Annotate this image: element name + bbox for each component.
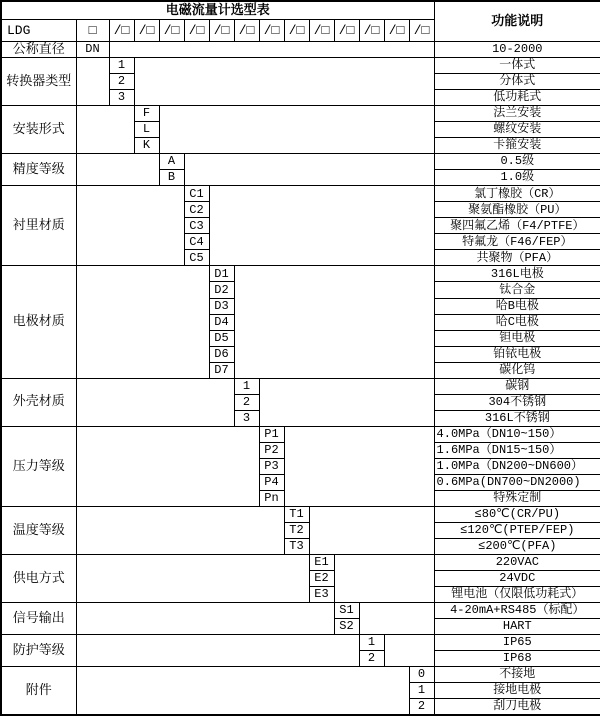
code-cell: 2 bbox=[109, 74, 134, 90]
code-cell: B bbox=[159, 170, 184, 186]
spacer-cell bbox=[76, 603, 334, 635]
code-cell: 1 bbox=[234, 378, 259, 394]
code-cell: C2 bbox=[184, 202, 209, 218]
desc-cell: 螺纹安装 bbox=[434, 122, 600, 138]
desc-cell: 钽电极 bbox=[434, 330, 600, 346]
code-cell: 1 bbox=[109, 58, 134, 74]
code-cell: S2 bbox=[334, 619, 359, 635]
desc-cell: 卡箍安装 bbox=[434, 138, 600, 154]
desc-cell: 接地电极 bbox=[434, 683, 600, 699]
model-code-slot: /□ bbox=[134, 20, 159, 42]
desc-cell: 锂电池（仅限低功耗式） bbox=[434, 587, 600, 603]
desc-cell: 碳化钨 bbox=[434, 362, 600, 378]
spacer-cell bbox=[159, 106, 434, 154]
spacer-cell bbox=[76, 266, 209, 378]
desc-cell: 特氟龙（F46/FEP） bbox=[434, 234, 600, 250]
spacer-cell bbox=[76, 635, 359, 667]
spacer-cell bbox=[76, 186, 184, 266]
desc-cell: 哈B电极 bbox=[434, 298, 600, 314]
code-cell: 0 bbox=[409, 667, 434, 683]
desc-cell: 聚四氟乙烯（F4/PTFE） bbox=[434, 218, 600, 234]
desc-cell: 1.0级 bbox=[434, 170, 600, 186]
model-code-slot: /□ bbox=[159, 20, 184, 42]
model-code-slot: /□ bbox=[334, 20, 359, 42]
section-label: 附件 bbox=[1, 667, 76, 715]
model-code-slot: /□ bbox=[184, 20, 209, 42]
desc-cell: 一体式 bbox=[434, 58, 600, 74]
section-label: 外壳材质 bbox=[1, 378, 76, 426]
option-row bbox=[1, 426, 600, 442]
code-cell: D4 bbox=[209, 314, 234, 330]
spacer-cell bbox=[234, 266, 434, 378]
model-prefix-cell: LDG bbox=[1, 20, 76, 42]
desc-cell: 不接地 bbox=[434, 667, 600, 683]
code-cell: P3 bbox=[259, 458, 284, 474]
code-cell: D2 bbox=[209, 282, 234, 298]
desc-cell: 304不锈钢 bbox=[434, 394, 600, 410]
option-row bbox=[1, 506, 600, 522]
section-label: 信号输出 bbox=[1, 603, 76, 635]
code-cell: K bbox=[134, 138, 159, 154]
section-label: 压力等级 bbox=[1, 426, 76, 506]
desc-cell: 分体式 bbox=[434, 74, 600, 90]
code-cell: C3 bbox=[184, 218, 209, 234]
desc-cell: 10-2000 bbox=[434, 42, 600, 58]
spacer-cell bbox=[359, 603, 434, 635]
code-cell: 2 bbox=[359, 651, 384, 667]
spacer-cell bbox=[76, 154, 159, 186]
option-row bbox=[1, 555, 600, 571]
desc-cell: ≤200℃(PFA) bbox=[434, 538, 600, 554]
desc-cell: 碳钢 bbox=[434, 378, 600, 394]
spacer-cell bbox=[76, 58, 109, 106]
desc-cell: 聚氨酯橡胶（PU） bbox=[434, 202, 600, 218]
spacer-cell bbox=[309, 506, 434, 554]
desc-cell: 铂铱电极 bbox=[434, 346, 600, 362]
option-row bbox=[1, 106, 600, 122]
model-code-slot: /□ bbox=[284, 20, 309, 42]
desc-cell: 钛合金 bbox=[434, 282, 600, 298]
spacer-cell bbox=[384, 635, 434, 667]
desc-cell: IP65 bbox=[434, 635, 600, 651]
spacer-cell bbox=[76, 555, 309, 603]
desc-cell: 4.0MPa（DN10~150） bbox=[434, 426, 600, 442]
spacer-cell bbox=[284, 426, 434, 506]
function-column-header: 功能说明 bbox=[434, 1, 600, 42]
section-label: 公称直径 bbox=[1, 42, 76, 58]
spacer-cell bbox=[76, 426, 259, 506]
page-title: 电磁流量计选型表 bbox=[1, 1, 434, 20]
option-row bbox=[1, 603, 600, 619]
code-cell: T3 bbox=[284, 538, 309, 554]
option-row bbox=[1, 154, 600, 170]
spacer-cell bbox=[334, 555, 434, 603]
model-code-slot: /□ bbox=[309, 20, 334, 42]
code-cell: 3 bbox=[234, 410, 259, 426]
model-code-slot: /□ bbox=[409, 20, 434, 42]
desc-cell: ≤80℃(CR/PU) bbox=[434, 506, 600, 522]
desc-cell: IP68 bbox=[434, 651, 600, 667]
title-row bbox=[1, 1, 600, 20]
code-cell: D5 bbox=[209, 330, 234, 346]
spacer-cell bbox=[109, 42, 434, 58]
code-cell: C4 bbox=[184, 234, 209, 250]
desc-cell: 24VDC bbox=[434, 571, 600, 587]
option-row bbox=[1, 667, 600, 683]
model-code-slot: /□ bbox=[384, 20, 409, 42]
code-cell: L bbox=[134, 122, 159, 138]
desc-cell: HART bbox=[434, 619, 600, 635]
code-cell: 3 bbox=[109, 90, 134, 106]
code-cell: C1 bbox=[184, 186, 209, 202]
code-cell: 1 bbox=[359, 635, 384, 651]
code-cell: E3 bbox=[309, 587, 334, 603]
section-label: 电极材质 bbox=[1, 266, 76, 378]
section-label: 转换器类型 bbox=[1, 58, 76, 106]
desc-cell: 共聚物（PFA） bbox=[434, 250, 600, 266]
desc-cell: ≤120℃(PTEP/FEP) bbox=[434, 522, 600, 538]
desc-cell: 220VAC bbox=[434, 555, 600, 571]
code-cell: D6 bbox=[209, 346, 234, 362]
section-label: 温度等级 bbox=[1, 506, 76, 554]
code-cell: D3 bbox=[209, 298, 234, 314]
section-label: 防护等级 bbox=[1, 635, 76, 667]
code-cell: DN bbox=[76, 42, 109, 58]
dn-code-box: □ bbox=[76, 20, 109, 42]
spacer-cell bbox=[184, 154, 434, 186]
option-row bbox=[1, 186, 600, 202]
option-row bbox=[1, 42, 600, 58]
spacer-cell bbox=[76, 667, 409, 715]
spacer-cell bbox=[76, 106, 134, 154]
desc-cell: 刮刀电极 bbox=[434, 699, 600, 715]
code-cell: S1 bbox=[334, 603, 359, 619]
desc-cell: 0.5级 bbox=[434, 154, 600, 170]
code-cell: E1 bbox=[309, 555, 334, 571]
section-label: 供电方式 bbox=[1, 555, 76, 603]
desc-cell: 316L不锈钢 bbox=[434, 410, 600, 426]
desc-cell: 0.6MPa(DN700~DN2000) bbox=[434, 474, 600, 490]
desc-cell: 1.0MPa（DN200~DN600） bbox=[434, 458, 600, 474]
desc-cell: 1.6MPa（DN15~150） bbox=[434, 442, 600, 458]
code-cell: C5 bbox=[184, 250, 209, 266]
desc-cell: 哈C电极 bbox=[434, 314, 600, 330]
code-cell: E2 bbox=[309, 571, 334, 587]
code-cell: T1 bbox=[284, 506, 309, 522]
code-cell: P4 bbox=[259, 474, 284, 490]
section-label: 精度等级 bbox=[1, 154, 76, 186]
option-row bbox=[1, 378, 600, 394]
code-cell: D1 bbox=[209, 266, 234, 282]
desc-cell: 法兰安装 bbox=[434, 106, 600, 122]
section-label: 衬里材质 bbox=[1, 186, 76, 266]
spacer-cell bbox=[134, 58, 434, 106]
section-label: 安装形式 bbox=[1, 106, 76, 154]
code-cell: 2 bbox=[234, 394, 259, 410]
code-cell: F bbox=[134, 106, 159, 122]
desc-cell: 4-20mA+RS485（标配） bbox=[434, 603, 600, 619]
code-cell: Pn bbox=[259, 490, 284, 506]
code-cell: 2 bbox=[409, 699, 434, 715]
model-code-slot: /□ bbox=[359, 20, 384, 42]
desc-cell: 氯丁橡胶（CR） bbox=[434, 186, 600, 202]
spacer-cell bbox=[209, 186, 434, 266]
option-row bbox=[1, 58, 600, 74]
code-cell: 1 bbox=[409, 683, 434, 699]
code-cell: P2 bbox=[259, 442, 284, 458]
code-cell: T2 bbox=[284, 522, 309, 538]
code-cell: A bbox=[159, 154, 184, 170]
spacer-cell bbox=[76, 378, 234, 426]
model-code-slot: /□ bbox=[209, 20, 234, 42]
code-cell: D7 bbox=[209, 362, 234, 378]
option-row bbox=[1, 266, 600, 282]
option-row bbox=[1, 635, 600, 651]
desc-cell: 特殊定制 bbox=[434, 490, 600, 506]
model-code-slot: /□ bbox=[109, 20, 134, 42]
model-code-slot: /□ bbox=[259, 20, 284, 42]
spacer-cell bbox=[259, 378, 434, 426]
spacer-cell bbox=[76, 506, 284, 554]
model-code-slot: /□ bbox=[234, 20, 259, 42]
desc-cell: 316L电极 bbox=[434, 266, 600, 282]
desc-cell: 低功耗式 bbox=[434, 90, 600, 106]
code-cell: P1 bbox=[259, 426, 284, 442]
